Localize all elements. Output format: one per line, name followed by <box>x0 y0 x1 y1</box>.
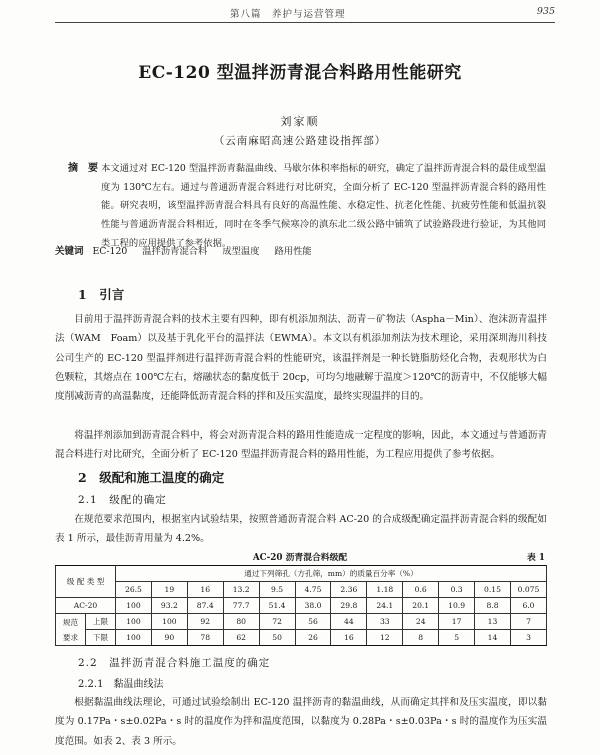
table-cell: 26 <box>295 630 331 646</box>
table-cell: 38.0 <box>295 598 331 614</box>
sieve-size: 1.18 <box>367 582 403 598</box>
table-cell: 87.4 <box>187 598 223 614</box>
paper-title: EC-120 型温拌沥青混合料路用性能研究 <box>138 63 462 83</box>
table-cell: 13 <box>475 614 511 630</box>
viscosity-paragraph: 根据黏温曲线法理论，可通过试验绘制出 EC-120 温拌沥青的黏温曲线，从而确定其拌和及压实温度，即以黏度为 0.17Pa・s±0.02Pa・s 时的温度作为拌和温度范围，以黏度为 0.28Pa・s±0.03Pa・s 时的温度作为压实温度范围。如表 2、表 3 所示。 <box>55 697 547 747</box>
row-label: AC-20 <box>56 598 116 614</box>
subsection-heading-2-2: 2.2 温拌沥青混合料施工温度的确定 <box>78 657 271 669</box>
table-cell: 100 <box>116 598 152 614</box>
sieve-size: 2.36 <box>331 582 367 598</box>
gradation-table <box>55 565 547 646</box>
table-cell: 77.7 <box>223 598 259 614</box>
header-rule <box>55 22 555 23</box>
keyword: EC-120 <box>92 246 128 257</box>
section-heading-gradation: 2 级配和施工温度的确定 <box>78 470 225 485</box>
keyword: 温拌沥青混合料 <box>142 246 208 257</box>
sieve-size: 4.75 <box>295 582 331 598</box>
table-cell: 8.8 <box>475 598 511 614</box>
row-label: 上限 <box>86 614 116 630</box>
abstract-label: 摘 要 <box>68 163 98 174</box>
sieve-size: 0.3 <box>439 582 475 598</box>
table-cell: 29.8 <box>331 598 367 614</box>
table-cell: 12 <box>367 630 403 646</box>
table-cell: 10.9 <box>439 598 475 614</box>
intro-paragraph-1: 目前用于温拌沥青混合料的技术主要有四种，即有机添加剂法、沥青－矿物法（Aspha－Min）、泡沫沥青温拌法（WAM Foam）以及基于乳化平台的温拌法（EWMA）。本文以有机添加剂法为技术理论，采用深圳海川科技公司生产的 EC-120 型温拌剂进行温拌沥青混合料的性能研究，该温拌剂是一种长链脂肪烃化合物，表观形状为白色颗粒，其熔点在 100℃左右，熔融状态的黏度低于 20cp，可均匀地融解于温度＞120℃的沥青中，不仅能够大幅度削减沥青的高温黏度，还能降低沥青混合料的拌和及压实温度，最终实现温拌的目的。 <box>55 314 547 403</box>
table-cell: 72 <box>259 614 295 630</box>
sieve-size: 26.5 <box>116 582 152 598</box>
subsubsection-heading-2-2-1: 2.2.1 黏温曲线法 <box>78 679 164 690</box>
sieve-size: 0.15 <box>475 582 511 598</box>
table-cell: 24 <box>403 614 439 630</box>
table-number: 表 1 <box>527 553 545 563</box>
gradation-paragraph: 在规范要求范围内，根据室内试验结果，按照普通沥青混合料 AC-20 的合成级配确定温拌沥青混合料的级配如表 1 所示，最佳沥青用量为 4.2%。 <box>55 514 547 545</box>
keywords-label: 关键词 <box>55 246 84 257</box>
abstract-text: 本文通过对 EC-120 型温拌沥青黏温曲线、马歇尔体积率指标的研究，确定了温拌沥青混合料的最佳成型温度为 130℃左右。通过与普通沥青混合料进行对比研究，全面分析了 EC-120 型温拌沥青混合料的路用性能。研究表明，该型温拌沥青混合料具有良好的高温性能、水稳定性、抗老化性能、抗疲劳性能和低温抗裂性能与普通沥青混合料相近，同时在冬季气候寒冷的滇东北二级公路中铺筑了试验路段进行验证，为其他同类工程的应用提供了参考依据。 <box>101 163 546 249</box>
table-cell: 16 <box>331 630 367 646</box>
keyword: 成型温度 <box>222 246 260 257</box>
row-label: 下限 <box>86 630 116 646</box>
keywords <box>55 243 545 257</box>
table-cell: 24.1 <box>367 598 403 614</box>
table-cell: 33 <box>367 614 403 630</box>
table-row <box>56 598 547 614</box>
table-cell: 3 <box>510 630 546 646</box>
affiliation: （云南麻昭高速公路建设指挥部） <box>213 135 387 147</box>
table-cell: 62 <box>223 630 259 646</box>
sieve-size: 13.2 <box>223 582 259 598</box>
table-cell: 51.4 <box>259 598 295 614</box>
table-header-type: 级 配 类 型 <box>56 566 116 598</box>
table-cell: 100 <box>116 630 152 646</box>
table-header-group: 通过下列筛孔（方孔筛，mm）的质量百分率（%） <box>116 566 547 582</box>
section-heading-intro: 1 引言 <box>78 287 125 302</box>
table-cell: 92 <box>187 614 223 630</box>
running-header <box>55 6 555 20</box>
table-cell: 80 <box>223 614 259 630</box>
table-cell: 7 <box>510 614 546 630</box>
table-cell: 44 <box>331 614 367 630</box>
subsection-heading-2-1: 2.1 级配的确定 <box>78 494 167 506</box>
table-cell: 20.1 <box>403 598 439 614</box>
range-label: 规范 要求 <box>56 614 86 646</box>
table-cell: 100 <box>116 614 152 630</box>
keyword: 路用性能 <box>274 246 312 257</box>
table-cell: 17 <box>439 614 475 630</box>
sieve-size: 16 <box>187 582 223 598</box>
sieve-size: 0.075 <box>510 582 546 598</box>
sieve-size: 0.6 <box>403 582 439 598</box>
table-cell: 90 <box>151 630 187 646</box>
author: 刘家顺 <box>280 115 320 128</box>
table-cell: 93.2 <box>151 598 187 614</box>
sieve-size: 9.5 <box>259 582 295 598</box>
table-caption: AC-20 沥青混合料级配 <box>252 553 348 563</box>
table-cell: 56 <box>295 614 331 630</box>
table-cell: 8 <box>403 630 439 646</box>
table-cell: 5 <box>439 630 475 646</box>
table-cell: 6.0 <box>510 598 546 614</box>
table-cell: 14 <box>475 630 511 646</box>
table-row <box>56 630 547 646</box>
intro-paragraph-2: 将温拌剂添加到沥青混合料中，将会对沥青混合料的路用性能造成一定程度的影响，因此，本文通过与普通沥青混合料进行对比研究，全面分析了 EC-120 型温拌沥青混合料的路用性能，为工程应用提供了参考依据。 <box>55 430 547 461</box>
table-cell: 100 <box>151 614 187 630</box>
page-number: 935 <box>536 6 555 17</box>
sieve-size: 19 <box>151 582 187 598</box>
table-cell: 50 <box>259 630 295 646</box>
table-row <box>56 614 547 630</box>
running-header-section: 第八篇 养护与运营管理 <box>230 9 346 20</box>
table-cell: 78 <box>187 630 223 646</box>
